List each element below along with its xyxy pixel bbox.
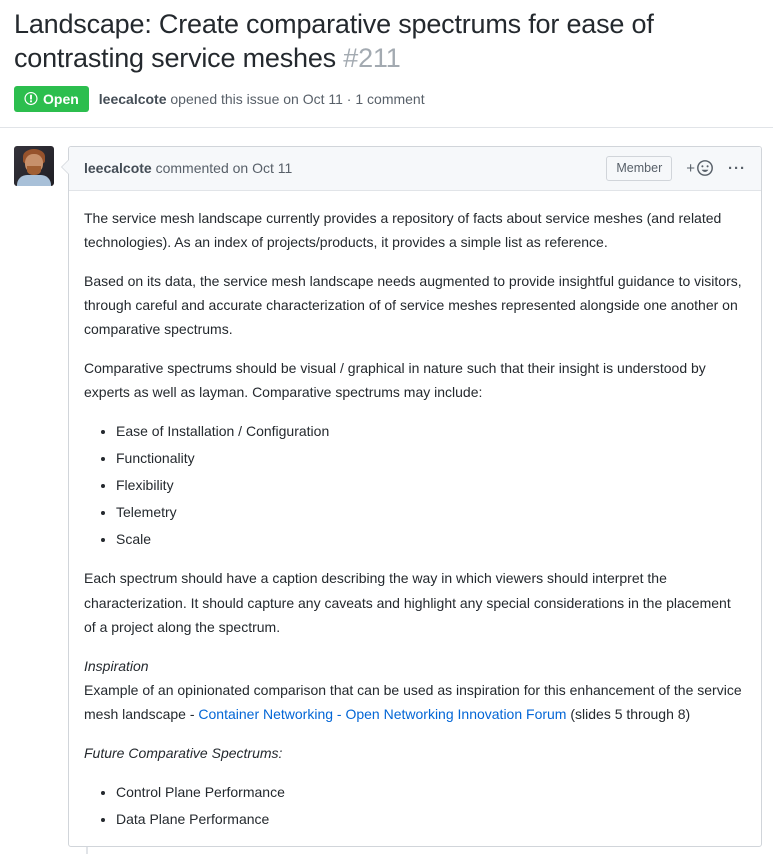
comment-card <box>68 146 762 847</box>
list-item: • Telemetry <box>116 500 746 524</box>
example-text-suffix: (slides 5 through 8) <box>566 705 691 722</box>
issue-state-badge <box>14 86 89 113</box>
list-item: • Data Plane Performance <box>116 807 746 831</box>
avatar-art <box>17 175 51 186</box>
future-spectrum-list <box>84 780 746 831</box>
comment-paragraph: Based on its data, the service mesh landscape needs augmented to provide insightful guidance to visitors, through careful and accurate characterization of of service meshes represented alongside one another on comparative spectrums. <box>84 272 742 337</box>
list-item: • Ease of Installation / Configuration <box>116 419 746 443</box>
comment-header <box>69 147 761 190</box>
header-divider <box>0 127 773 128</box>
plus-icon: + <box>686 159 695 177</box>
avatar-art <box>27 166 41 175</box>
comment-paragraph: The service mesh landscape currently provides a repository of facts about service meshes (and related technologies). As an index of projects/products, it provides a simple list as reference. <box>84 209 722 250</box>
issue-author-link[interactable]: leecalcote <box>98 90 167 107</box>
issue-title-text: Landscape: Create comparative spectrums for ease of contrasting service meshes <box>14 9 654 73</box>
future-spectrums-label: Future Comparative Spectrums: <box>84 744 283 761</box>
kebab-menu-button[interactable]: ··· <box>728 159 746 177</box>
comment-header-text <box>84 160 292 176</box>
add-reaction-button[interactable] <box>686 159 714 177</box>
comment-header-rest: commented on Oct 11 <box>155 160 293 177</box>
spectrum-list <box>84 419 746 551</box>
comment-author-link[interactable]: leecalcote <box>84 160 152 177</box>
issue-title <box>14 8 762 76</box>
issue-meta-rest: opened this issue on Oct 11 · 1 comment <box>170 90 425 107</box>
list-item: • Control Plane Performance <box>116 780 746 804</box>
list-item: • Functionality <box>116 446 746 470</box>
issue-meta-row <box>14 86 762 113</box>
list-item: • Scale <box>116 527 746 551</box>
comment-paragraph: Comparative spectrums should be visual / graphical in nature such that their insight is understood by experts as well as layman. Comparative spectrums may include: <box>84 359 706 401</box>
issue-meta-text <box>99 91 425 107</box>
comment-paragraph <box>84 654 746 726</box>
inspiration-label: Inspiration <box>84 657 149 674</box>
timeline <box>14 146 762 847</box>
issue-state-label: Open <box>43 90 79 107</box>
comment-header-actions <box>606 156 746 180</box>
comment-caret <box>61 159 69 175</box>
comment-paragraph: Each spectrum should have a caption describing the way in which viewers should interpret the characterization. It should capture any caveats and highlight any special considerations in the placement of a project along the spectrum. <box>84 570 731 635</box>
avatar[interactable] <box>14 146 54 186</box>
smiley-icon <box>696 159 714 177</box>
issue-opened-icon <box>24 91 38 106</box>
inspiration-link[interactable]: Container Networking - Open Networking Innovation Forum <box>198 705 567 722</box>
list-item: • Flexibility <box>116 473 746 497</box>
issue-number: #211 <box>343 42 401 73</box>
member-badge: Member <box>606 156 672 180</box>
example-text: Example of an opinionated comparison that can be used as inspiration for this enhancement of the service mesh landscape - <box>84 681 742 722</box>
comment-body <box>69 191 761 847</box>
timeline-line <box>86 847 88 854</box>
